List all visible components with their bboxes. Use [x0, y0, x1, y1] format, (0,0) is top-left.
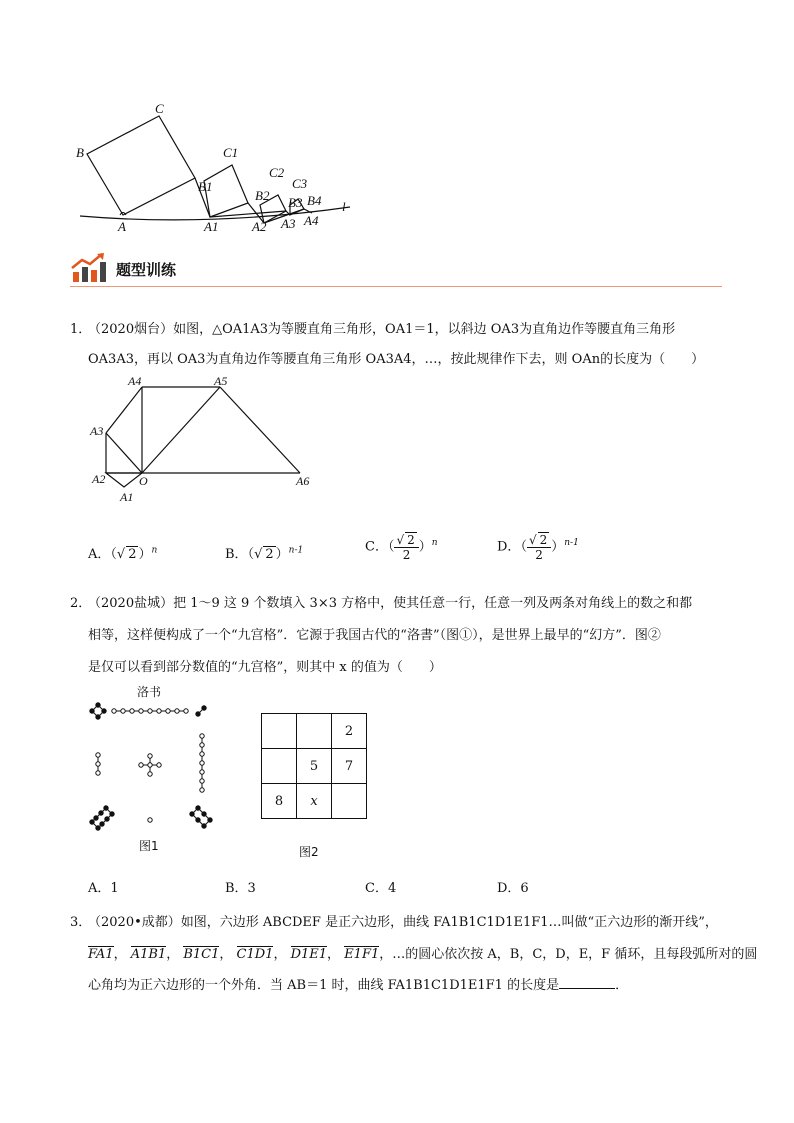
q1-label-A4: A4: [128, 375, 142, 388]
q1-label-A1: A1: [120, 490, 134, 504]
grid-cell: [262, 714, 297, 749]
fig-label-C2: C2: [269, 165, 285, 180]
q2-line3: 是仅可以看到部分数值的“九宫格”，则其中 x 的值为（ ）: [88, 660, 442, 675]
q1-option-b-base: 2: [265, 547, 274, 562]
grid-cell: 8: [262, 784, 297, 819]
arc-e1f1: E1F1: [344, 947, 380, 962]
fig-label-B3: B3: [288, 195, 303, 210]
fig-label-A3: A3: [281, 216, 296, 231]
grid-cell: [332, 784, 367, 819]
q1-option-c[interactable]: C．（ $\frac{√ 2}{2}$ ）$^n$: [365, 533, 438, 562]
q1-label-O: O: [139, 474, 148, 488]
q1-option-c-exp: n: [431, 538, 438, 549]
arc-d1e1: D1E1: [290, 947, 328, 962]
q1-label-A3: A3: [90, 424, 104, 438]
section-divider: [70, 286, 722, 287]
luoshu-title: 洛书: [137, 685, 162, 699]
q1-option-d-num: 2: [539, 533, 548, 547]
q1-figure: [88, 375, 328, 507]
q1-option-a-label: A．: [88, 547, 111, 562]
q1-option-c-num: 2: [407, 533, 415, 547]
q1-option-b[interactable]: B．（√ 2 ）$^{n-1}$: [225, 545, 304, 562]
fig-label-C: C: [155, 101, 164, 116]
top-squares-figure: [60, 95, 370, 245]
answer-blank[interactable]: [559, 988, 615, 989]
q2-option-a[interactable]: A．1: [88, 881, 119, 896]
q1-option-c-den: 2: [402, 548, 411, 562]
q1-option-c-label: C．: [365, 539, 388, 555]
magic-square-grid: [261, 713, 367, 819]
q1-line2: OA3A3，再以 OA3为直角边作等腰直角三角形 OA3A4，…，按此规律作下去，则 OAn的长度为（ ）: [88, 352, 705, 367]
fig-label-B4: B4: [307, 193, 322, 208]
q1-line1: （2020烟台）如图，△OA1A3为等腰直角三角形，OA1＝1，以斜边 OA3为直角边作等腰直角三角形: [88, 322, 676, 337]
arc-b1c1: B1C1: [183, 947, 220, 962]
fig-label-A1: A1: [204, 219, 219, 234]
fig-label-A4: A4: [304, 213, 319, 228]
q1-label-A5: A5: [214, 375, 228, 388]
q1-option-d[interactable]: D．（ $\frac{√ 2}{2}$ ）$^{n-1}$: [497, 533, 579, 562]
fig-label-A2: A2: [252, 219, 267, 234]
q3-line3-text: 心角均为正六边形的一个外角．当 AB＝1 时，曲线 FA1B1C1D1E1F1 的长度是: [88, 978, 560, 993]
q1-option-a-exp: n: [151, 545, 158, 556]
grid-cell: [297, 714, 332, 749]
grid-cell: 7: [332, 749, 367, 784]
grid-cell: [262, 749, 297, 784]
q1-label-A6: A6: [296, 474, 310, 488]
arc-a1b1: A1B1: [130, 947, 167, 962]
q3-line3: [88, 974, 628, 993]
q1-option-d-exp: n-1: [564, 538, 579, 549]
q1-option-a[interactable]: A．（√ 2 ）$^n$: [88, 545, 158, 562]
fig-label-C3: C3: [292, 176, 308, 191]
q1-option-b-exp: n-1: [288, 545, 304, 556]
fig-label-C1: C1: [223, 145, 239, 160]
section-title: 题型训练: [116, 261, 177, 279]
grid-cell: 2: [332, 714, 367, 749]
q2-line2: 相等，这样便构成了一个“九宫格”．它源于我国古代的“洛書”（图①），是世界上最早的“幻方”．图②: [88, 628, 661, 643]
fig-label-B1: B1: [198, 179, 213, 194]
arc-c1d1: C1D1: [236, 947, 274, 962]
q1-number: 1．: [70, 322, 92, 337]
q2-option-d[interactable]: D．6: [497, 881, 529, 896]
q1-label-A2: A2: [92, 472, 106, 486]
fig-label-l: l: [342, 199, 346, 214]
q2-option-b[interactable]: B．3: [225, 881, 256, 896]
fig1-caption: 图1: [139, 839, 159, 853]
q1-option-d-frac: $\frac{√ 2}{2}$: [527, 532, 551, 562]
q1-option-c-frac: $\frac{√ 2}{2}$: [394, 532, 418, 562]
q3-line1: （2020•成都）如图，六边形 ABCDEF 是正六边形，曲线 FA1B1C1D1E1F1…叫做“正六边形的渐开线”，: [88, 915, 718, 930]
bar-chart-arrow-icon: [70, 252, 106, 284]
q2-line1: （2020盐城）把 1～9 这 9 个数填入 3×3 方格中，使其任意一行，任意一列及两条对角线上的数之和都: [88, 596, 693, 611]
fig-label-A: A: [118, 219, 126, 234]
grid-cell: 5: [297, 749, 332, 784]
arc-fa1: FA1: [88, 947, 114, 962]
section-header: [70, 252, 722, 288]
q1-option-a-base: 2: [128, 547, 137, 562]
grid-cell: x: [297, 784, 332, 819]
q3-line3-end: ．: [615, 978, 629, 993]
fig-label-B: B: [76, 145, 84, 160]
q1-option-d-den: 2: [535, 548, 543, 562]
q3-line2: FA1， A1B1， B1C1， C1D1， D1E1， E1F1，…的圆心依次按 A，B，C，D，E，F 循环，且每段弧所对的圆: [88, 947, 758, 962]
q3-number: 3．: [70, 915, 92, 930]
q2-option-c[interactable]: C．4: [365, 881, 397, 896]
fig2-caption: 图2: [299, 845, 319, 859]
q1-option-b-label: B．: [225, 547, 248, 562]
q3-line2-tail: ，…的圆心依次按 A，B，C，D，E，F 循环，且每段弧所对的圆: [379, 947, 758, 962]
fig-label-B2: B2: [255, 188, 270, 203]
q2-number: 2．: [70, 596, 92, 611]
q1-option-d-label: D．: [497, 539, 521, 555]
luoshu-figure: [88, 700, 218, 835]
